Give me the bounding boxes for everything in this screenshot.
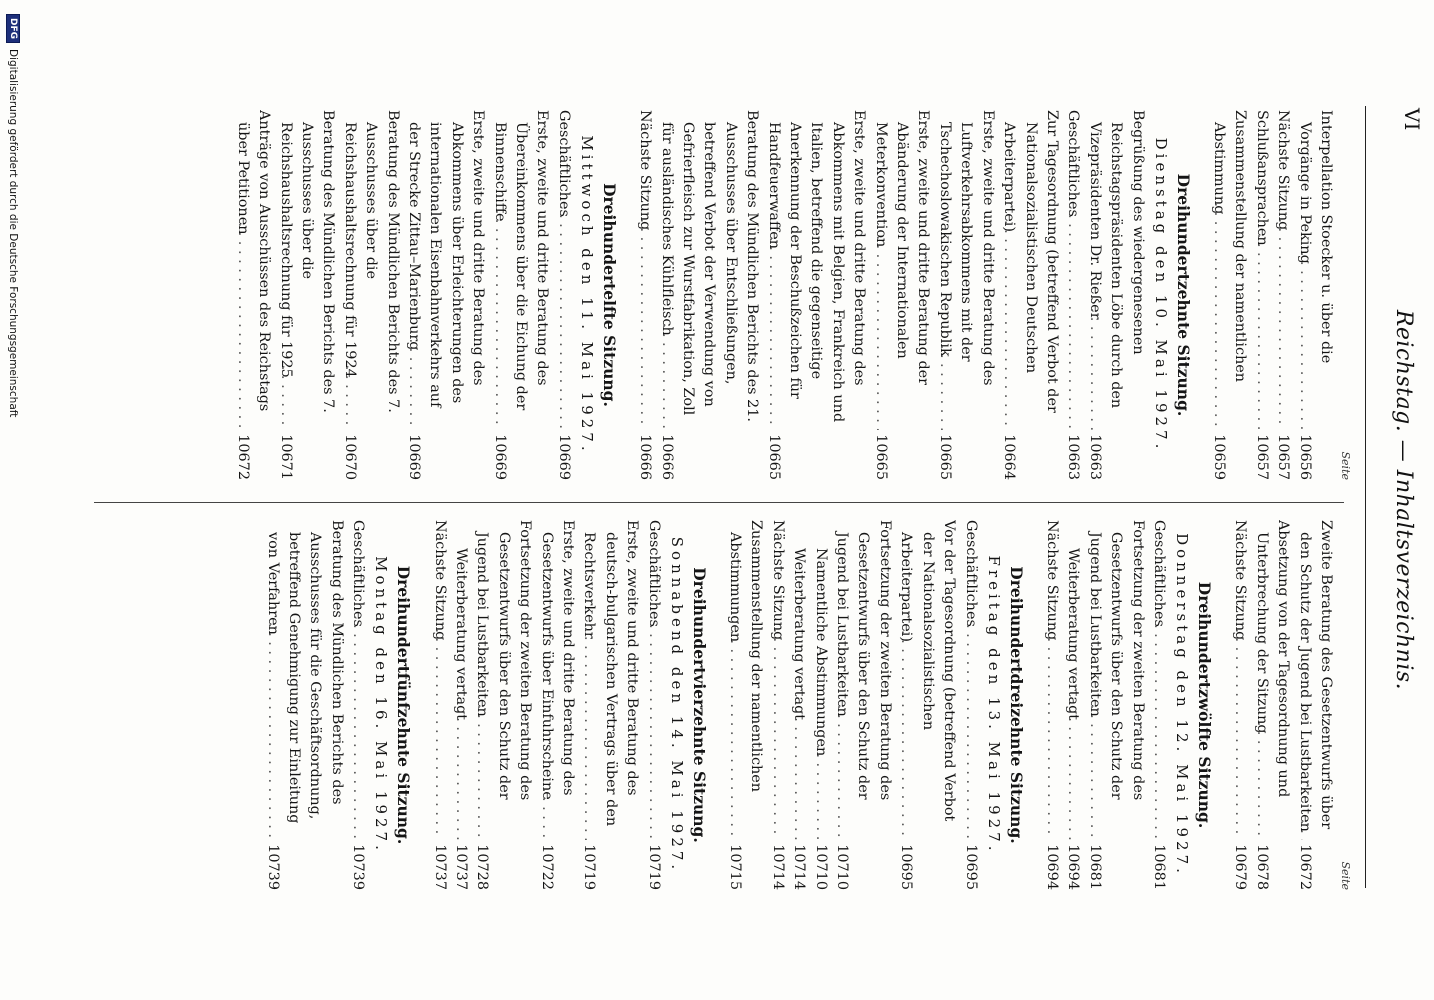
toc-entry (1041, 520, 1062, 890)
entry-page-number: 10672 (1293, 840, 1314, 890)
entry-page-number: 10665 (934, 430, 955, 480)
entry-text: Fortsetzung der zweiten Beratung des Gesetzentwurfs über den Schutz der Jugend bei Lustbarkeiten . . . (471, 520, 535, 840)
toc-entry (1250, 520, 1293, 890)
entry-text: Weiterberatung vertagt . . . (788, 520, 809, 840)
entry-text: Interpellation Stoecker u. über die Vorgänge in Peking . . . (1293, 110, 1336, 430)
entry-text: Erste, zweite und dritte Beratung des Abkommens mit Belgien, Frankreich und Italien, betreffend die gegenseitige Anerkennung der Beschußzeichen für Handfeuerwaffen . . . (762, 110, 869, 430)
entry-text: Beratung des Mündlichen Berichts des Ausschusses für die Geschäftsordnung, betreffend Genehmigung zur Einleitung von Verfahren . . . (261, 520, 347, 840)
entry-text: Absetzung von der Tagesordnung und Unterbrechung der Sitzung . . . (1250, 520, 1293, 840)
entry-text: Geschäftliches . . . (1148, 520, 1169, 840)
toc-entry (1148, 520, 1169, 890)
toc-entry (1083, 520, 1147, 890)
entry-text: Beratung des Mündlichen Berichts des 7. Ausschusses über die Reichshaushaltsrechnung für 1924 . . . (338, 110, 402, 430)
toc-entry (655, 110, 762, 480)
toc-entry (1293, 520, 1336, 890)
entry-page-number: 10739 (261, 840, 282, 890)
toc-entry (338, 110, 402, 480)
entry-page-number: 10665 (869, 430, 890, 480)
entry-text: Nächste Sitzung . . . (1041, 520, 1062, 840)
entry-page-number: 10664 (998, 430, 1019, 480)
entry-text: Nächste Sitzung . . . (428, 520, 449, 840)
column-label: Seite (1339, 451, 1352, 480)
digitization-credit (2, 0, 24, 1000)
toc-entry (762, 110, 869, 480)
sitting-date: Montag den 16. Mai 1927. (372, 556, 391, 854)
sitting-date: Freitag den 13. Mai 1927. (984, 555, 1003, 855)
entry-text: Erste, zweite und dritte Beratung des Gesetzentwurfs über Einfuhrscheine . . . (535, 520, 578, 840)
entry-page-number: 10681 (1083, 840, 1104, 890)
toc-entry (488, 110, 552, 480)
entry-page-number: 10737 (450, 840, 471, 890)
sitting-date: Mittwoch den 11. Mai 1927. (577, 135, 596, 455)
entry-page-number: 10739 (347, 840, 368, 890)
entry-text: Zweite Beratung des Gesetzentwurfs über den Schutz der Jugend bei Lustbarkeiten . . . (1293, 520, 1336, 840)
sitting-block (1229, 520, 1336, 890)
entry-page-number: 10672 (231, 430, 252, 480)
toc-entry (831, 520, 895, 890)
entry-page-number: 10715 (724, 840, 745, 890)
header-rule (1365, 106, 1366, 888)
entry-text: Zusammenstellung der namentlichen Abstimmung . . . (1208, 110, 1251, 430)
sitting-block (261, 520, 414, 890)
entry-page-number: 10694 (1041, 840, 1062, 890)
entry-text: Geschäftliches . . . (552, 110, 573, 430)
right-column-blocks (261, 520, 1336, 890)
sitting-title: Dreihundertelfte Sitzung. (599, 183, 619, 407)
entry-text: Erste, zweite und dritte Beratung des Abkommens über Erleichterungen des internationalen Eisenbahnverkehrs auf der Strecke Zittau–Marienburg . . . (403, 110, 489, 430)
toc-entry (642, 520, 663, 890)
toc-entry (1083, 110, 1147, 480)
toc-entry (895, 520, 959, 890)
toc-entry (552, 110, 573, 480)
entry-page-number: 10719 (578, 840, 599, 890)
entry-text: Begrüßung des wiedergenesenen Reichstagspräsidenten Löbe durch den Vizepräsidenten Dr. Rießer . . . (1083, 110, 1147, 430)
sitting-date: Sonnabend den 14. Mai 1927. (667, 536, 686, 874)
entry-text: Vor der Tagesordnung (betreffend Verbot der Nationalsozialistischen Arbeiterpartei) . . . (895, 520, 959, 840)
sitting-block (1208, 110, 1336, 480)
toc-entry (471, 520, 535, 890)
entry-page-number: 10669 (488, 430, 509, 480)
entry-text: Fortsetzung der zweiten Beratung des Gesetzentwurfs über den Schutz der Jugend bei Lustbarkeiten . . . (831, 520, 895, 840)
entry-page-number: 10695 (959, 840, 980, 890)
toc-entry (231, 110, 274, 480)
sitting-title: Dreihundertzwölfte Sitzung. (1194, 581, 1214, 829)
entry-page-number: 10657 (1250, 430, 1271, 480)
toc-entry (1250, 110, 1271, 480)
toc-entry (578, 520, 642, 890)
sitting-block (428, 520, 709, 890)
column-label: Seite (1339, 861, 1352, 890)
toc-entry (934, 110, 998, 480)
entry-page-number: 10657 (1272, 430, 1293, 480)
entry-text: Erste, zweite und dritte Beratung der Abänderung der Internationalen Meterkonvention . . . (869, 110, 933, 430)
sitting-title: Dreihundertfünfzehnte Sitzung. (394, 565, 414, 845)
entry-page-number: 10714 (788, 840, 809, 890)
entry-page-number: 10665 (762, 430, 783, 480)
entry-page-number: 10695 (895, 840, 916, 890)
sitting-block (634, 110, 1194, 480)
entry-page-number: 10710 (831, 840, 852, 890)
sitting-block (724, 520, 1027, 890)
entry-text: Weiterberatung vertagt . . . (1062, 520, 1083, 840)
toc-entry (809, 520, 830, 890)
entry-text: Geschäftliches . . . (1062, 110, 1083, 430)
sitting-title: Dreihundertdreizehnte Sitzung. (1006, 566, 1026, 844)
entry-text: Zur Tagesordnung (betreffend Verbot der Nationalsozialistischen Deutschen Arbeiterpartei) . . . (998, 110, 1062, 430)
page-header (1344, 0, 1434, 1000)
entry-page-number: 10719 (642, 840, 663, 890)
toc-entry (1293, 110, 1336, 480)
credit-text: Digitalisierung gefördert durch die Deutsche Forschungsgemeinschaft (7, 49, 19, 418)
entry-text: Nächste Sitzung . . . (1272, 110, 1293, 430)
sitting-title: Dreihundertvierzehnte Sitzung. (689, 567, 709, 843)
toc-entry (450, 520, 471, 890)
entry-text: Geschäftliches . . . (959, 520, 980, 840)
toc-entry (869, 110, 933, 480)
sitting-block (1041, 520, 1215, 890)
entry-text: Namentliche Abstimmungen . . . (809, 520, 830, 840)
entry-page-number: 10666 (655, 430, 676, 480)
entry-text: Weiterberatung vertagt . . . (450, 520, 471, 840)
entry-text: Nächste Sitzung . . . (1229, 520, 1250, 840)
entry-text: Geschäftliches . . . (642, 520, 663, 840)
entry-text: Erste, zweite und dritte Beratung des Luftverkehrsabkommens mit der Tschechoslowakischen Republik . . . (934, 110, 998, 430)
toc-entry (959, 520, 980, 890)
toc-entry (428, 520, 449, 890)
entry-text: Erste, zweite und dritte Beratung des deutsch-bulgarischen Vertrags über den Rechtsverkehr . . . (578, 520, 642, 840)
toc-entry (724, 520, 767, 890)
toc-entry (274, 110, 338, 480)
entry-page-number: 10714 (766, 840, 787, 890)
entry-page-number: 10666 (634, 430, 655, 480)
sitting-title: Dreihundertzehnte Sitzung. (1173, 173, 1193, 417)
entry-text: Beratung des Mündlichen Berichts des 7. Ausschusses über die Reichshaushaltsrechnung für 1925 . . . (274, 110, 338, 430)
dfg-logo: DFG (6, 14, 20, 43)
entry-text: Fortsetzung der zweiten Beratung des Gesetzentwurfs über den Schutz der Jugend bei Lustbarkeiten . . . (1083, 520, 1147, 840)
entry-page-number: 10659 (1208, 430, 1229, 480)
entry-page-number: 10710 (809, 840, 830, 890)
entry-text: Erste, zweite und dritte Beratung des Übereinkommens über die Eichung der Binnenschiffe . . . (488, 110, 552, 430)
entry-page-number: 10737 (428, 840, 449, 890)
toc-entry (1229, 520, 1250, 890)
entry-page-number: 10663 (1083, 430, 1104, 480)
entry-page-number: 10681 (1148, 840, 1169, 890)
entry-text: Beratung des Mündlichen Berichts des 21. Ausschusses über Entschließungen, betreffend Verbot der Verwendung von Gefrierfleisch zur Wurstfabrikation, Zoll für ausländisches Kühlfleisch . . . (655, 110, 762, 430)
running-head: Reichstag. — Inhaltsverzeichnis. (1391, 309, 1416, 691)
column-divider (94, 502, 1344, 503)
entry-page-number: 10694 (1062, 840, 1083, 890)
entry-text: Anträge von Ausschüssen des Reichstags über Petitionen . . . (231, 110, 274, 430)
entry-page-number: 10656 (1293, 430, 1314, 480)
left-column-blocks (231, 110, 1336, 480)
entry-page-number: 10671 (274, 430, 295, 480)
right-column (261, 520, 1354, 890)
entry-page-number: 10670 (338, 430, 359, 480)
toc-entry (261, 520, 347, 890)
toc-entry (1062, 110, 1083, 480)
toc-entry (347, 520, 368, 890)
entry-text: Nächste Sitzung . . . (634, 110, 655, 430)
toc-entry (535, 520, 578, 890)
toc-entry (634, 110, 655, 480)
entry-text: Schlußansprachen . . . (1250, 110, 1271, 430)
toc-entry (1062, 520, 1083, 890)
entry-page-number: 10663 (1062, 430, 1083, 480)
toc-entry (1208, 110, 1251, 480)
entry-page-number: 10678 (1250, 840, 1271, 890)
entry-page-number: 10679 (1229, 840, 1250, 890)
entry-text: Zusammenstellung der namentlichen Abstimmungen . . . (724, 520, 767, 840)
sitting-date: Dienstag den 10. Mai 1927. (1151, 137, 1170, 453)
entry-page-number: 10669 (552, 430, 573, 480)
entry-text: Nächste Sitzung . . . (766, 520, 787, 840)
toc-entry (403, 110, 489, 480)
entry-page-number: 10722 (535, 840, 556, 890)
entry-text: Geschäftliches . . . (347, 520, 368, 840)
sitting-date: Donnerstag den 12. Mai 1927. (1172, 533, 1191, 877)
toc-entry (788, 520, 809, 890)
sitting-block (231, 110, 620, 480)
entry-page-number: 10728 (471, 840, 492, 890)
toc-entry (1272, 110, 1293, 480)
toc-entry (998, 110, 1062, 480)
toc-entry (766, 520, 787, 890)
entry-page-number: 10669 (403, 430, 424, 480)
left-column (231, 110, 1354, 480)
page-number: VI (1400, 108, 1424, 131)
